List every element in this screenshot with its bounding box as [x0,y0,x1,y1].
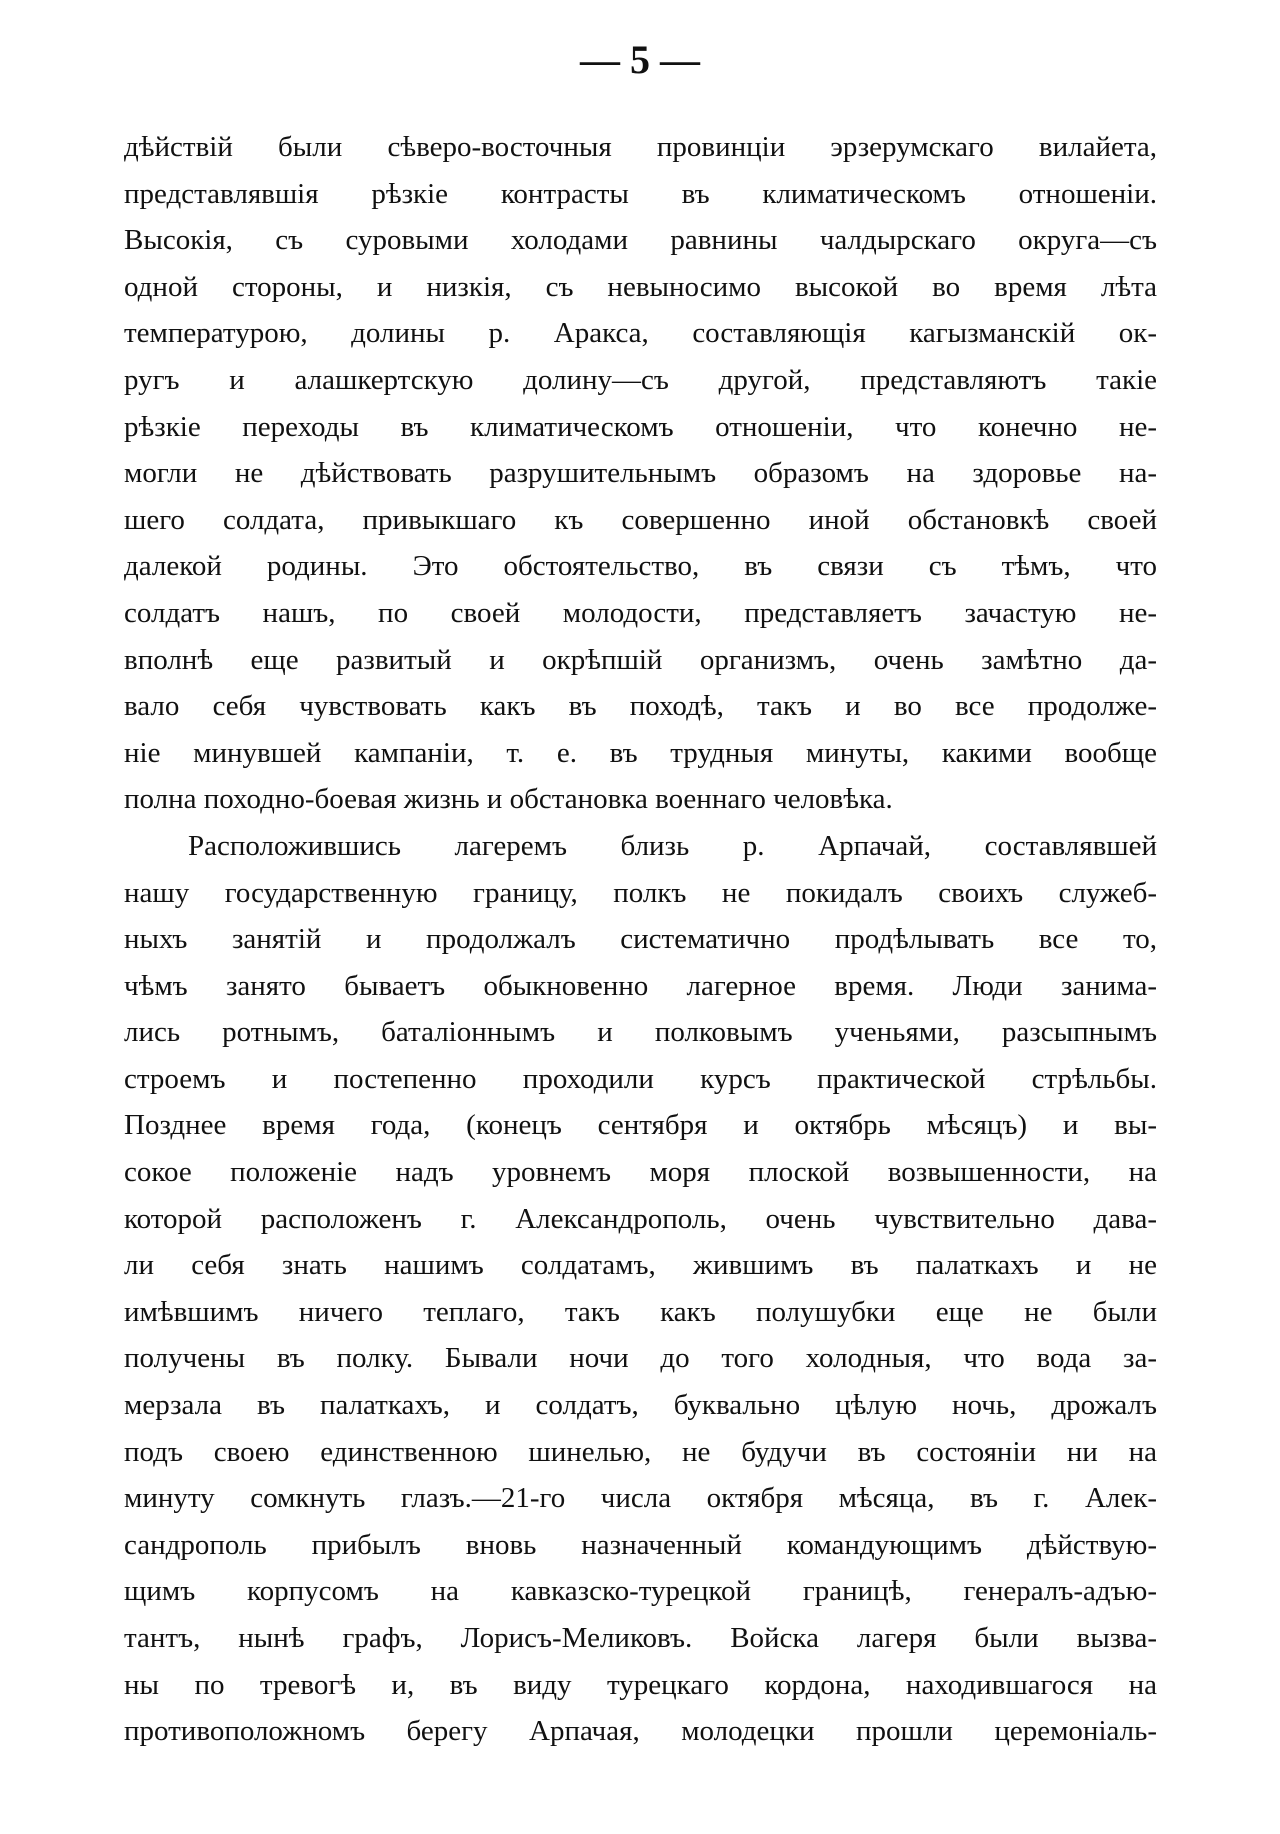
text-line: ніе минувшей кампаніи, т. е. въ трудныя минуты, какими вообще [124,736,1157,769]
text-line: дѣйствій были сѣверо-восточныя провинціи эрзерумскаго вилайета, [124,131,1157,163]
text-line: Расположившись лагеремъ близь р. Арпачай, составлявшей [188,829,1157,862]
text-line: полна походно-боевая жизнь и обстановка военнаго человѣка. [124,783,893,816]
text-line: которой расположенъ г. Александрополь, очень чувствительно дава- [124,1202,1157,1235]
text-line: противоположномъ берегу Арпачая, молодецки прошли церемоніаль- [124,1715,1157,1748]
body-text [124,124,1157,1755]
text-line: мерзала въ палаткахъ, и солдатъ, буквально цѣлую ночь, дрожалъ [124,1389,1157,1422]
page-number: — 5 — [580,37,700,82]
text-line: вполнѣ еще развитый и окрѣпшій организмъ, очень замѣтно да- [124,643,1157,676]
text-line: чѣмъ занято бываетъ обыкновенно лагерное время. Люди занима- [124,969,1157,1002]
text-line: ругъ и алашкертскую долину—съ другой, представляютъ такіе [124,363,1157,396]
text-line: получены въ полку. Бывали ночи до того холодныя, что вода за- [124,1342,1157,1375]
text-line: рѣзкіе переходы въ климатическомъ отношеніи, что конечно не- [124,410,1157,443]
text-line: имѣвшимъ ничего теплаго, такъ какъ полушубки еще не были [124,1295,1157,1328]
text-line: вало себя чувствовать какъ въ походѣ, такъ и во все продолже- [124,690,1157,723]
text-line: лись ротнымъ, баталіоннымъ и полковымъ ученьями, разсыпнымъ [124,1016,1157,1049]
text-line: одной стороны, и низкія, съ невыносимо высокой во время лѣта [124,270,1157,303]
text-line: тантъ, нынѣ графъ, Лорисъ-Меликовъ. Войска лагеря были вызва- [124,1622,1157,1654]
text-line: ны по тревогѣ и, въ виду турецкаго кордона, находившагося на [124,1668,1157,1701]
text-line: Позднее время года, (конецъ сентября и октябрь мѣсяцъ) и вы- [124,1109,1157,1142]
text-line: минуту сомкнуть глазъ.—21-го числа октября мѣсяца, въ г. Алек- [124,1482,1157,1515]
text-line: температурою, долины р. Аракса, составляющія кагызманскій ок- [124,317,1157,350]
text-line: ли себя знать нашимъ солдатамъ, жившимъ въ палаткахъ и не [124,1249,1157,1282]
text-line: сокое положеніе надъ уровнемъ моря плоской возвышенности, на [124,1156,1157,1189]
text-line: представлявшія рѣзкіе контрасты въ климатическомъ отношеніи. [124,177,1157,210]
text-line: могли не дѣйствовать разрушительнымъ образомъ на здоровье на- [124,457,1157,490]
text-line: ныхъ занятій и продолжалъ систематично продѣлывать все то, [124,923,1157,956]
text-line: нашу государственную границу, полкъ не покидалъ своихъ служеб- [124,876,1157,909]
text-line: шего солдата, привыкшаго къ совершенно иной обстановкѣ своей [124,503,1157,536]
text-line: подъ своею единственною шинелью, не будучи въ состояніи ни на [124,1435,1157,1468]
text-line: щимъ корпусомъ на кавказско-турецкой границѣ, генералъ-адъю- [124,1575,1157,1608]
text-line: сандрополь прибылъ вновь назначенный командующимъ дѣйствую- [124,1528,1157,1561]
text-line: Высокія, съ суровыми холодами равнины чалдырскаго округа—съ [124,224,1157,257]
text-line: далекой родины. Это обстоятельство, въ связи съ тѣмъ, что [124,550,1157,583]
text-line: строемъ и постепенно проходили курсъ практической стрѣльбы. [124,1062,1157,1095]
text-line: солдатъ нашъ, по своей молодости, представляетъ зачастую не- [124,596,1157,629]
